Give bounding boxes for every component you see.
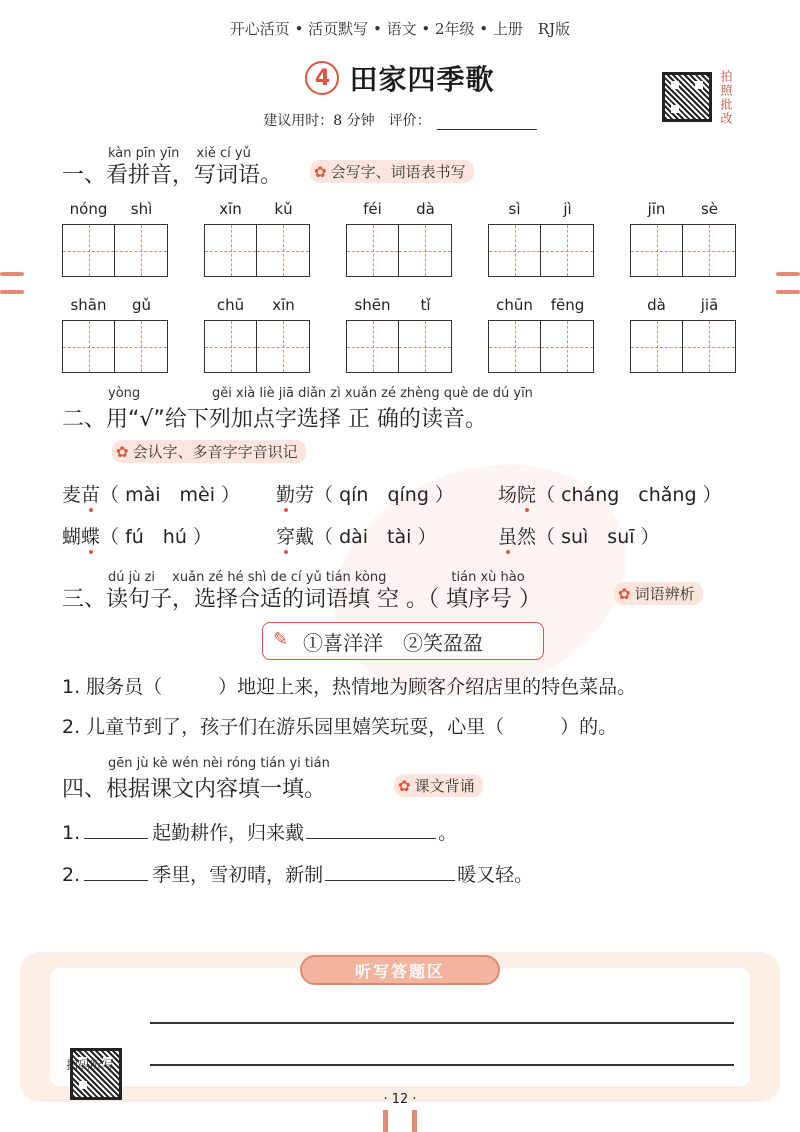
section4-tag-text: 课文背诵 (414, 777, 475, 795)
word-options: ①喜洋洋 ②笑盈盈 (303, 630, 483, 655)
pinyin-label: sì (508, 200, 521, 218)
pinyin-label: dà (416, 200, 435, 218)
timing-text: 建议用时：8 分钟 评价： (263, 113, 431, 129)
dotted-char: 院 (517, 484, 537, 506)
dotted-char: 然 (517, 526, 537, 548)
section2-title-check: “√” (128, 407, 165, 432)
pinyin-label: shān (70, 296, 107, 314)
pinyin-label: féi (363, 200, 382, 218)
writing-grid[interactable] (630, 320, 736, 373)
s2-blank[interactable] (504, 715, 560, 733)
section4-line-1 (62, 818, 457, 845)
s2-part-b: ）的。 (560, 716, 618, 738)
evaluation-blank[interactable] (437, 116, 537, 130)
page-number: · 12 · (383, 1092, 417, 1107)
dotted-char: 戴 (295, 526, 315, 548)
lesson-number: 4 (305, 61, 339, 95)
pronunciation-item (276, 522, 436, 549)
writing-cell[interactable] (62, 224, 115, 277)
writing-grid[interactable] (346, 320, 452, 373)
writing-cell[interactable] (204, 320, 257, 373)
pinyin-options[interactable]: （ cháng chǎng ） (536, 484, 722, 506)
section2-title-a: 二、用 (62, 407, 129, 432)
writing-grid[interactable] (488, 320, 594, 373)
pinyin-label: jì (563, 200, 572, 218)
s2-part-a: 2. 儿童节到了，孩子们在游乐园里嬉笑玩耍，心里（ (62, 716, 505, 738)
section3-tag-text: 词语辨析 (634, 585, 695, 603)
word-char: 勤 (276, 484, 296, 506)
timing-line (0, 110, 800, 130)
section4-tag (394, 774, 483, 797)
tag-icon: ✿ (314, 163, 327, 181)
section3-sentence-2 (62, 712, 617, 739)
word-char: 穿 (276, 526, 296, 548)
dotted-char: 劳 (295, 484, 315, 506)
writing-cell[interactable] (62, 320, 115, 373)
pinyin-label: shēn (354, 296, 391, 314)
writing-grid[interactable] (204, 224, 310, 277)
l1-num: 1. (62, 822, 81, 844)
side-mark-left-1 (0, 272, 24, 276)
writing-cell[interactable] (204, 224, 257, 277)
page-header: 开心活页 • 活页默写 • 语文 • 2年级 • 上册 RJ版 (229, 20, 571, 38)
pinyin-options[interactable]: （ mài mèi ） (100, 484, 241, 506)
answer-area-title: 听写答题区 (300, 955, 500, 985)
l2-part-b: 暖又轻。 (457, 864, 534, 886)
writing-cell[interactable] (630, 224, 683, 277)
section3-pinyin: dú jù zi xuǎn zé hé shì de cí yǔ tián kòng tián xù hào (108, 570, 525, 585)
writing-cell[interactable] (399, 224, 452, 277)
l1-part-b: 。 (438, 822, 458, 844)
writing-cell[interactable] (541, 320, 594, 373)
side-mark-right-2 (776, 290, 800, 294)
writing-cell[interactable] (630, 320, 683, 373)
answer-line-1[interactable] (150, 1022, 734, 1024)
section2-pinyin: gěi xià liè jiā diǎn zì xuǎn zé zhèng què de dú yīn (212, 386, 533, 401)
writing-cell[interactable] (488, 224, 541, 277)
word-char: 麦 (62, 484, 82, 506)
pronunciation-item (62, 522, 212, 549)
l2-num: 2. (62, 864, 81, 886)
l2-blank-2[interactable] (325, 863, 455, 881)
lesson-title: 田家四季歌 (349, 63, 495, 96)
bottom-mark-2 (412, 1110, 417, 1132)
pronunciation-item (276, 480, 454, 507)
pinyin-label: shì (130, 200, 153, 218)
pinyin-label: dà (647, 296, 666, 314)
writing-cell[interactable] (257, 224, 310, 277)
pinyin-label: chūn (496, 296, 533, 314)
writing-grid[interactable] (346, 224, 452, 277)
section2-tag (112, 440, 306, 463)
pinyin-label: xīn (219, 200, 242, 218)
s1-blank[interactable] (162, 675, 218, 693)
word-char: 场 (498, 484, 518, 506)
writing-grid[interactable] (204, 320, 310, 373)
pronunciation-item (498, 522, 660, 549)
dotted-char: 苗 (81, 484, 101, 506)
writing-cell[interactable] (115, 320, 168, 373)
pronunciation-item (498, 480, 722, 507)
section2-title-c: 给下列加点字选择 正 确的读音。 (164, 407, 487, 432)
pinyin-label: jiā (700, 296, 719, 314)
pinyin-label: sè (700, 200, 719, 218)
tag-icon: ✿ (618, 585, 631, 603)
word-options-box (262, 622, 544, 660)
bottom-mark-1 (383, 1110, 388, 1132)
writing-cell[interactable] (399, 320, 452, 373)
pinyin-options[interactable]: （ fú hú ） (100, 526, 212, 548)
section3-title: 三、读句子，选择合适的词语填 空 。（ 填序号 ） (62, 587, 541, 612)
writing-cell[interactable] (488, 320, 541, 373)
pinyin-options[interactable]: （ suì suī ） (536, 526, 660, 548)
writing-cell[interactable] (541, 224, 594, 277)
tag-icon: ✿ (398, 777, 411, 795)
s1-part-a: 1. 服务员（ (62, 676, 163, 698)
side-mark-right-1 (776, 272, 800, 276)
side-mark-left-2 (0, 290, 24, 294)
answer-line-2[interactable] (150, 1064, 734, 1066)
pinyin-label: gǔ (131, 296, 152, 314)
writing-cell[interactable] (346, 224, 399, 277)
writing-grid[interactable] (62, 320, 168, 373)
section3-tag (614, 582, 703, 605)
pinyin-options[interactable]: （ qín qíng ） (314, 484, 454, 506)
writing-cell[interactable] (683, 224, 736, 277)
section2-pinyin-yong: yòng (108, 386, 141, 401)
word-char: 虽 (498, 526, 518, 548)
section4-line-2 (62, 860, 533, 887)
dotted-char: 蝶 (81, 526, 101, 548)
options-icon: ✎ (273, 629, 289, 650)
section1-pinyin: kàn pīn yīn xiě cí yǔ (108, 146, 251, 161)
pinyin-label: nóng (69, 200, 108, 218)
pinyin-label: chū (216, 296, 245, 314)
l2-blank-1[interactable] (84, 863, 148, 881)
writing-cell[interactable] (257, 320, 310, 373)
writing-cell[interactable] (346, 320, 399, 373)
writing-grid[interactable] (630, 224, 736, 277)
qr-top-label: 拍照批改 (719, 70, 733, 126)
pinyin-label: jīn (647, 200, 666, 218)
section1-title: 一、看拼音，写词语。 (62, 163, 283, 188)
writing-grid[interactable] (62, 224, 168, 277)
section2-tag-text: 会认字、多音字字音识记 (132, 443, 298, 461)
section3-sentence-1 (62, 672, 636, 699)
writing-grid[interactable] (488, 224, 594, 277)
l1-blank-2[interactable] (306, 821, 436, 839)
section4-title: 四、根据课文内容填一填。 (62, 777, 327, 802)
s1-part-b: ）地迎上来，热情地为顾客介绍店里的特色菜品。 (218, 676, 637, 698)
l1-blank-1[interactable] (84, 821, 148, 839)
writing-cell[interactable] (115, 224, 168, 277)
writing-cell[interactable] (683, 320, 736, 373)
section2-title (62, 402, 487, 433)
section1-tag-text: 会写字、词语表书写 (330, 163, 466, 181)
tag-icon: ✿ (116, 443, 129, 461)
section4-pinyin: gēn jù kè wén nèi róng tián yi tián (108, 756, 330, 771)
pinyin-options[interactable]: （ dài tài ） (314, 526, 437, 548)
l2-part-a: 季里，雪初晴，新制 (152, 864, 324, 886)
pronunciation-item (62, 480, 240, 507)
pinyin-label: tǐ (420, 296, 431, 314)
l1-part-a: 起勤耕作，归来戴 (152, 822, 305, 844)
pinyin-label: kǔ (274, 200, 293, 218)
pinyin-label: fēng (550, 296, 585, 314)
qr-bottom-label: 扫码听写 (66, 1058, 115, 1072)
answer-writing-panel[interactable] (50, 968, 750, 1086)
section1-tag (310, 160, 474, 183)
word-char: 蝴 (62, 526, 82, 548)
pinyin-label: xīn (272, 296, 295, 314)
